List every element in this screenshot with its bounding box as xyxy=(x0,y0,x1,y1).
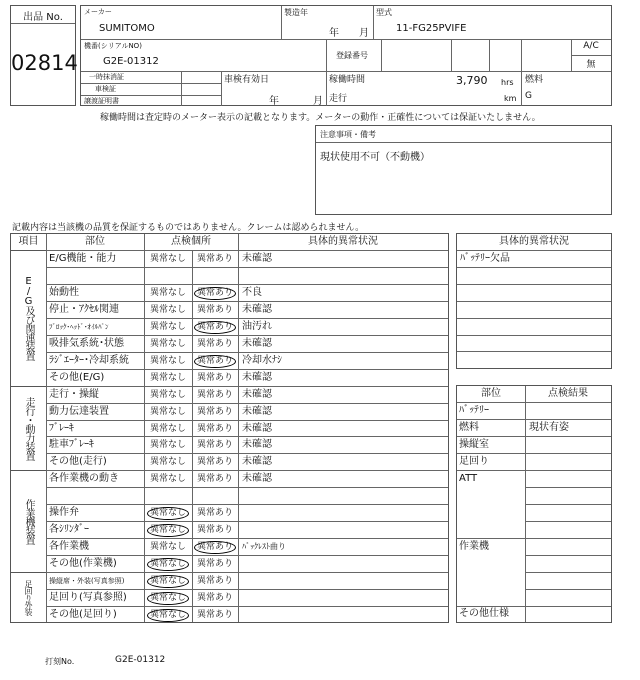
option-label: 異常なし xyxy=(149,474,186,485)
ac-value: 無 xyxy=(586,60,596,70)
listing-no-box xyxy=(10,5,76,106)
header-detail: 具体的異常状況 xyxy=(308,236,378,247)
circled-mark: 異常なし xyxy=(147,524,189,537)
no-abnormality-option xyxy=(144,353,192,369)
option-label: 異常なし xyxy=(149,406,186,417)
row-detail: 未確認 xyxy=(242,337,272,349)
disclaimer: 記載内容は当該機の品質を保証するものではありません。クレームは認められません。 xyxy=(12,223,365,233)
row-detail xyxy=(242,522,442,538)
row-part: 操作弁 xyxy=(49,507,79,519)
row-part: 始動性 xyxy=(49,286,79,298)
row-part: ﾗｼﾞｴｰﾀｰ･冷却系統 xyxy=(49,354,129,366)
inspection-table xyxy=(10,233,449,623)
row-detail: 未確認 xyxy=(242,253,272,264)
option-label: 異常あり xyxy=(196,457,233,468)
option-label: 異常あり xyxy=(196,338,233,349)
header-item: 項目 xyxy=(18,236,39,247)
expiry-month-unit: 月 xyxy=(313,96,323,107)
abnormality-option xyxy=(192,556,238,572)
option-label: 異常なし xyxy=(149,372,186,383)
option-label: 異常あり xyxy=(196,406,233,417)
option-label: 異常なし xyxy=(149,287,186,298)
abnormality-option xyxy=(192,421,238,437)
row-part: ﾌﾞﾚｰｷ xyxy=(49,422,74,434)
circled-mark: 異常あり xyxy=(194,321,236,334)
row-part: その他(E/G) xyxy=(49,371,105,383)
row-detail xyxy=(242,607,442,623)
stamp-label: 打刻No. xyxy=(45,657,75,666)
row-part: 操縦席・外装(写真参照) xyxy=(49,577,125,586)
no-abnormality-option xyxy=(144,285,192,301)
row-part xyxy=(49,488,143,504)
abnormality-option xyxy=(192,387,238,403)
no-abnormality-option xyxy=(144,370,192,386)
results-work-machine: 作業機 xyxy=(459,541,489,552)
option-label: 異常あり xyxy=(196,389,233,400)
option-label: 異常なし xyxy=(149,304,186,315)
row-detail: 未確認 xyxy=(242,456,272,468)
option-label: 異常なし xyxy=(149,440,186,451)
hours-unit: hrs xyxy=(501,78,514,87)
row-detail xyxy=(242,573,442,589)
option-label: 異常なし xyxy=(149,338,186,349)
notes-text: 現状使用不可（不動機） xyxy=(320,152,430,163)
results-header-part: 部位 xyxy=(481,388,501,399)
option-label: 異常あり xyxy=(196,609,233,620)
results-cab: 操縦室 xyxy=(459,439,489,450)
stamp-value: G2E-01312 xyxy=(115,655,166,665)
row-part: 吸排気系統･状態 xyxy=(49,337,124,349)
category-label: 作業機装置 xyxy=(11,470,46,572)
abnormality-option xyxy=(192,370,238,386)
row-part: その他(走行) xyxy=(49,456,107,468)
abnormality-option xyxy=(192,353,238,369)
abnormality-option xyxy=(192,522,238,538)
option-label: 異常あり xyxy=(196,508,233,519)
no-abnormality-option xyxy=(144,471,192,487)
abnormality-option xyxy=(192,302,238,318)
row-detail: ﾊﾞｯｸﾚｽﾄ曲り xyxy=(242,542,286,552)
abnormality-option xyxy=(192,505,238,521)
row-part: その他(足回り) xyxy=(49,608,117,620)
circled-mark: 異常あり xyxy=(194,355,236,368)
circled-mark: 異常あり xyxy=(194,287,236,300)
option-label: 異常あり xyxy=(196,372,233,383)
row-part xyxy=(49,268,143,284)
no-abnormality-option xyxy=(144,590,192,606)
maker-value: SUMITOMO xyxy=(99,23,155,34)
no-abnormality-option xyxy=(144,454,192,470)
fuel-label: 燃料 xyxy=(525,75,544,85)
ac-label: A/C xyxy=(583,41,599,51)
option-label: 異常なし xyxy=(149,355,186,366)
abnormality-option xyxy=(192,251,238,267)
row-detail: 不良 xyxy=(242,286,262,298)
results-fuel: 燃料 xyxy=(459,422,479,433)
travel-label: 走行 xyxy=(329,94,348,104)
header-part: 部位 xyxy=(85,236,105,247)
row-part: E/G機能・能力 xyxy=(49,253,117,264)
option-label: 異常あり xyxy=(196,576,233,587)
year-label: 製造年 xyxy=(284,8,308,17)
expiry-year-unit: 年 xyxy=(269,96,279,107)
option-label: 異常なし xyxy=(149,321,186,332)
hours-value: 3,790 xyxy=(456,74,488,87)
machine-info-box xyxy=(80,5,612,106)
hours-label: 稼働時間 xyxy=(329,75,366,85)
serial-value: G2E-01312 xyxy=(103,56,159,67)
cert-label-temp-deregistration: 一時抹消証 xyxy=(89,73,124,81)
abnormality-option xyxy=(192,319,238,335)
row-detail: 未確認 xyxy=(242,303,272,315)
row-part: その他(作業機) xyxy=(49,558,117,570)
no-abnormality-option xyxy=(144,573,192,589)
serial-label: 機番(シリアルNO) xyxy=(84,42,142,50)
maker-label: メーカー xyxy=(84,8,112,16)
abnormality-option xyxy=(192,285,238,301)
listing-no: 02814 xyxy=(11,51,78,75)
row-part: ﾌﾞﾛｯｸ･ﾍｯﾄﾞ･ｵｲﾙﾊﾟﾝ xyxy=(49,322,109,331)
row-detail: 未確認 xyxy=(242,422,272,434)
right-detail-header: 具体的異常状況 xyxy=(499,236,569,247)
option-label: 異常あり xyxy=(196,254,233,264)
row-detail xyxy=(242,590,442,606)
travel-unit: km xyxy=(504,94,517,103)
abnormality-option xyxy=(192,590,238,606)
no-abnormality-option xyxy=(144,437,192,453)
row-part: 駐車ﾌﾞﾚｰｷ xyxy=(49,439,94,451)
no-abnormality-option xyxy=(144,522,192,538)
cert-label-transfer: 譲渡証明書 xyxy=(84,97,119,105)
circled-mark: 異常あり xyxy=(194,541,236,554)
abnormality-option xyxy=(192,454,238,470)
no-abnormality-option xyxy=(144,505,192,521)
circled-mark: 異常なし xyxy=(147,609,189,622)
option-label: 異常なし xyxy=(149,254,186,264)
row-detail: 冷却水ﾅｼ xyxy=(242,354,282,366)
year-unit: 年 xyxy=(329,28,339,39)
notes-box xyxy=(315,125,612,215)
abnormality-option xyxy=(192,607,238,623)
row-part: 足回り(写真参照) xyxy=(49,592,127,603)
results-other-spec: その他仕様 xyxy=(459,608,509,619)
option-label: 異常あり xyxy=(196,440,233,451)
circled-mark: 異常なし xyxy=(147,575,189,588)
row-part: 各ｼﾘﾝﾀﾞｰ xyxy=(49,524,89,536)
cert-label-vehicle-inspection: 車検証 xyxy=(95,85,116,93)
abnormality-option xyxy=(192,437,238,453)
category-label: E/G及び関連装置 xyxy=(11,250,46,386)
no-abnormality-option xyxy=(144,302,192,318)
results-fuel-result: 現状有姿 xyxy=(529,422,569,433)
registration-label: 登録番号 xyxy=(336,51,368,60)
option-label: 異常あり xyxy=(196,593,233,603)
abnormality-option xyxy=(192,404,238,420)
fuel-value: G xyxy=(525,91,532,101)
option-label: 異常あり xyxy=(196,525,233,536)
row-detail xyxy=(242,268,442,284)
option-label: 異常なし xyxy=(149,389,186,400)
header-check: 点検個所 xyxy=(171,236,211,247)
category-label: 足回り外装 xyxy=(11,572,46,623)
circled-mark: 異常なし xyxy=(147,507,189,520)
row-detail: 未確認 xyxy=(242,405,272,417)
model-value: 11-FG25PVIFE xyxy=(396,23,467,34)
abnormality-option xyxy=(192,336,238,352)
row-detail: 油汚れ xyxy=(242,320,272,332)
abnormality-option xyxy=(192,539,238,555)
row-part: 走行・操縦 xyxy=(49,388,99,400)
no-abnormality-option xyxy=(144,319,192,335)
row-part: 停止・ｱｸｾﾙ関連 xyxy=(49,303,119,315)
category-label: 走行・動力装置 xyxy=(11,386,46,471)
option-label: 異常あり xyxy=(196,304,233,315)
results-table xyxy=(456,385,612,623)
option-label: 異常あり xyxy=(196,559,233,570)
no-abnormality-option xyxy=(144,421,192,437)
listing-no-label: 出品 No. xyxy=(23,12,63,23)
abnormality-option xyxy=(192,471,238,487)
option-label: 異常なし xyxy=(149,423,186,434)
row-detail: 未確認 xyxy=(242,473,272,485)
results-undercarriage: 足回り xyxy=(459,456,489,467)
row-detail: 未確認 xyxy=(242,439,272,451)
row-detail xyxy=(242,505,442,521)
month-unit: 月 xyxy=(359,28,369,39)
option-label: 異常あり xyxy=(196,423,233,434)
circled-mark: 異常なし xyxy=(147,592,189,605)
no-abnormality-option xyxy=(144,336,192,352)
row-detail: 未確認 xyxy=(242,388,272,400)
results-att: ATT xyxy=(459,473,478,484)
model-label: 型式 xyxy=(376,8,392,17)
no-abnormality-option xyxy=(144,387,192,403)
row-part: 各作業機の動き xyxy=(49,473,119,485)
no-abnormality-option xyxy=(144,556,192,572)
row-detail: 未確認 xyxy=(242,371,272,383)
option-label: 異常なし xyxy=(149,542,186,553)
no-abnormality-option xyxy=(144,539,192,555)
notes-label: 注意事項・備考 xyxy=(320,130,376,139)
results-battery: ﾊﾞｯﾃﾘｰ xyxy=(459,405,489,416)
results-header-result: 点検結果 xyxy=(548,388,588,399)
circled-mark: 異常なし xyxy=(147,558,189,571)
option-label: 異常あり xyxy=(196,474,233,485)
row-detail xyxy=(242,556,442,572)
right-detail-table xyxy=(456,233,612,369)
row-part: 動力伝達装置 xyxy=(49,405,109,417)
option-label: 異常なし xyxy=(149,457,186,468)
no-abnormality-option xyxy=(144,607,192,623)
no-abnormality-option xyxy=(144,251,192,267)
detail-row: ﾊﾞｯﾃﾘｰ欠品 xyxy=(460,253,510,264)
row-detail xyxy=(242,488,442,504)
hours-notice: 稼働時間は査定時のメーター表示の記載となります。メーターの動作・正確性については保証いたしません。 xyxy=(100,113,541,123)
inspection-expiry-label: 車検有効日 xyxy=(224,75,270,85)
no-abnormality-option xyxy=(144,404,192,420)
row-part: 各作業機 xyxy=(49,541,89,553)
abnormality-option xyxy=(192,573,238,589)
